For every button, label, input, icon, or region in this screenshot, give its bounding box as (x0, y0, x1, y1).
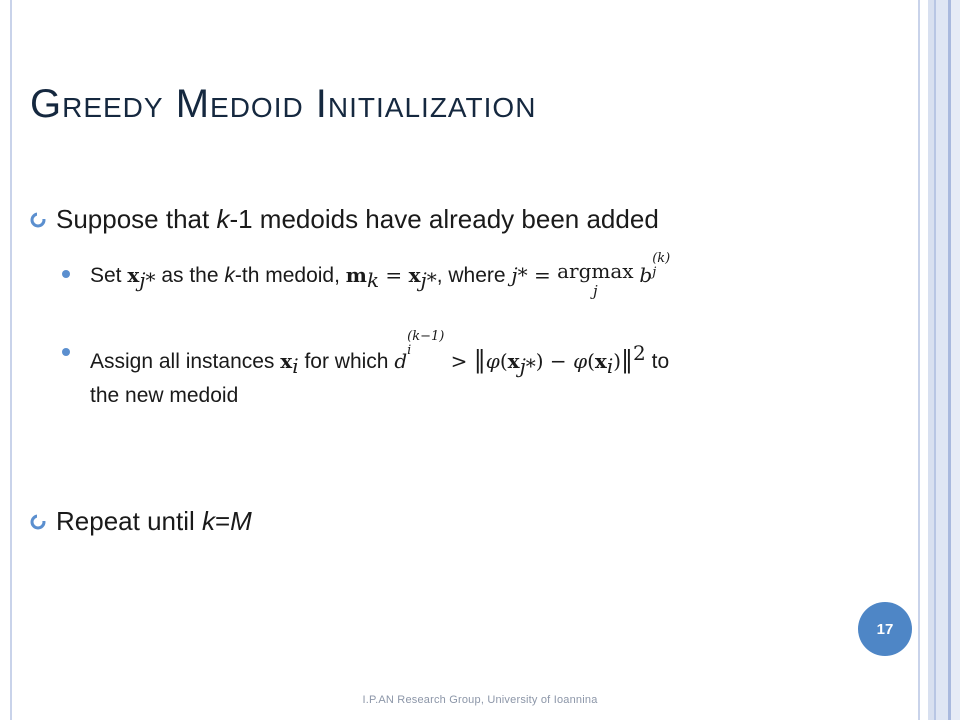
slide-footer (0, 694, 960, 706)
paren-open: ( (587, 349, 595, 373)
math-sub: j* (420, 268, 437, 293)
math-phi: φ (573, 349, 588, 373)
math-argmax (557, 260, 633, 299)
text-run: Suppose that (56, 204, 217, 234)
argmax-label: argmax (557, 259, 634, 283)
bullet-level1 (30, 506, 252, 537)
text-run: as the (155, 264, 225, 287)
bullet-level2 (62, 329, 910, 411)
bullet-dot-icon (62, 270, 70, 278)
math-gt: > (444, 349, 474, 373)
norm-open: ‖ (473, 346, 486, 374)
paren-close: ) (535, 349, 544, 373)
math-x: x (127, 263, 140, 287)
text-run: Set (90, 264, 128, 287)
text-run: to (645, 350, 670, 373)
bullet-dot-icon (62, 348, 70, 356)
math-x: x (594, 349, 607, 373)
right-frame-line (918, 0, 920, 720)
text-run: the new medoid (90, 384, 239, 408)
math-x: x (507, 349, 520, 373)
text-run: Assign all instances (90, 350, 281, 373)
math-m: m (345, 263, 367, 287)
text-run: = (214, 506, 231, 536)
footer-text: I.P.AN Research Group, University of Ioannina (362, 694, 598, 706)
slide-title: Greedy Medoid Initialization (30, 82, 537, 126)
text-italic-k: k (224, 264, 235, 287)
left-frame-line (10, 0, 12, 720)
argmax-under: j (593, 282, 598, 300)
bullet-text (90, 329, 910, 411)
math-sup: 2 (633, 341, 646, 365)
norm-close: ‖ (621, 346, 634, 374)
text-italic-M: M (230, 506, 252, 536)
math-x: x (280, 349, 293, 373)
math-jstar: j* = (511, 263, 558, 287)
math-sup: (k−1) (407, 329, 445, 344)
bullet-ring-icon (30, 514, 46, 530)
math-phi: φ (485, 349, 500, 373)
math-sub: i (292, 354, 299, 379)
text-run: Repeat until (56, 506, 202, 536)
text-run: -th medoid, (234, 264, 346, 287)
math-sub: j (652, 265, 657, 280)
math-sub: j* (139, 268, 156, 293)
text-italic-k: k (201, 506, 215, 536)
page-number-badge: 17 (858, 602, 912, 656)
math-sub: i (407, 343, 412, 358)
math-b-scripts (652, 252, 670, 280)
math-b: b (639, 263, 653, 287)
text-run: -1 medoids have already been added (229, 204, 659, 234)
bullet-ring-icon (30, 212, 46, 228)
math-sub: i (606, 354, 614, 379)
text-run: , where (436, 264, 512, 287)
math-eq: = (379, 263, 409, 287)
paren-open: ( (499, 349, 508, 373)
math-d: d (394, 349, 408, 373)
bullet-text (56, 204, 659, 235)
bullet-level1 (30, 204, 659, 235)
math-d-scripts (407, 330, 444, 358)
math-sub: j* (519, 354, 536, 379)
math-sub: k (366, 268, 380, 293)
right-decorative-band (928, 0, 960, 720)
math-sup: (k) (652, 251, 671, 266)
math-minus: − (543, 349, 574, 373)
paren-close: ) (613, 349, 622, 373)
bullet-text (90, 251, 671, 300)
math-x: x (408, 263, 421, 287)
bullet-text (56, 506, 252, 537)
text-run: for which (298, 350, 395, 373)
text-italic-k: k (216, 204, 230, 234)
bullet-level2 (62, 251, 671, 300)
